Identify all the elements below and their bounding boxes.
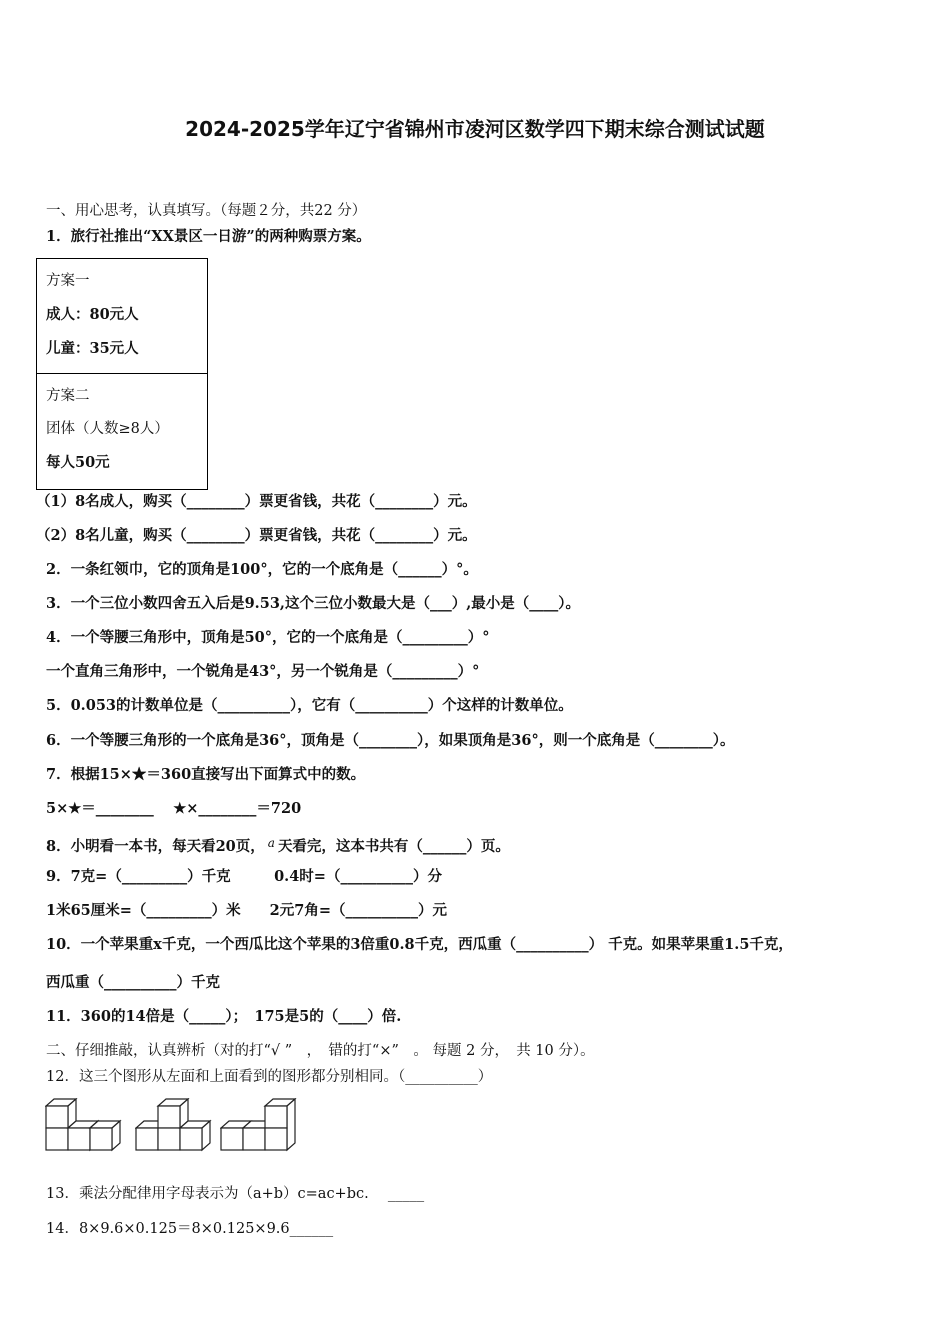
plan-2-group: 团体（人数≥8人） [46, 421, 169, 437]
question-12: 12．这三个图形从左面和上面看到的图形都分别相同。（__________） [46, 1069, 493, 1085]
question-2: 2．一条红领巾，它的顶角是100°，它的一个底角是（______）°。 [46, 561, 478, 578]
question-8-suffix: 天看完，这本书共有（______）页。 [277, 838, 510, 855]
question-5: 5．0.053的计数单位是（__________），它有（__________）个这样的计数单位。 [46, 697, 573, 714]
ticket-plan-table [36, 258, 208, 490]
plan-1-name: 方案一 [46, 273, 90, 289]
plan-1-child: 儿童：35元人 [46, 340, 139, 357]
question-1-part-2: （2）8名儿童，购买（________）票更省钱，共花（________）元。 [36, 527, 477, 544]
question-3: 3．一个三位小数四舍五入后是9.53,这个三位小数最大是（___）,最小是（____）。 [46, 595, 580, 612]
section-1-heading: 一、用心思考，认真填写。（每题２分，共22 分） [46, 203, 367, 219]
page-title: 2024-2025学年辽宁省锦州市凌河区数学四下期末综合测试试题 [185, 117, 765, 141]
question-7-expressions: 5×★＝________ ★×________＝720 [46, 800, 302, 817]
question-4b: 一个直角三角形中，一个锐角是43°，另一个锐角是（_________）° [46, 663, 480, 680]
question-8-variable: a [267, 836, 275, 850]
question-11: 11．360的14倍是（_____）； 175是5的（____）倍. [46, 1008, 402, 1025]
cube-figure-1 [45, 1098, 123, 1154]
section-2-heading: 二、仔细推敲，认真辨析（对的打“√ ” ， 错的打“×” 。 每题 2 分， 共 10 分）。 [46, 1043, 595, 1059]
question-13: 13．乘法分配律用字母表示为（a+b）c=ac+bc. _____ [46, 1186, 425, 1202]
question-10b: 西瓜重（__________）千克 [46, 974, 220, 991]
question-1-part-1: （1）8名成人，购买（________）票更省钱，共花（________）元。 [36, 493, 477, 510]
question-14: 14．8×9.6×0.125＝8×0.125×9.6______ [46, 1221, 334, 1237]
question-4a: 4．一个等腰三角形中，顶角是50°，它的一个底角是（_________）° [46, 629, 490, 646]
question-9b: 1米65厘米=（_________）米 2元7角=（__________）元 [46, 902, 447, 919]
question-10a: 10．一个苹果重x千克，一个西瓜比这个苹果的3倍重0.8千克，西瓜重（__________） 千克。如果苹果重1.5千克， [46, 936, 793, 953]
question-9a: 9．7克=（_________）千克 0.4时=（__________）分 [46, 868, 442, 885]
question-6: 6．一个等腰三角形的一个底角是36°，顶角是（________），如果顶角是36°，则一个底角是（________）。 [46, 732, 735, 749]
cube-figure-2 [135, 1098, 213, 1154]
plan-2-price: 每人50元 [46, 454, 110, 471]
plan-1-adult: 成人：80元人 [46, 306, 139, 323]
cube-figure-3 [220, 1098, 298, 1154]
question-8 [46, 834, 510, 856]
question-7: 7．根据15×★＝360直接写出下面算式中的数。 [46, 766, 366, 783]
plan-2-name: 方案二 [46, 388, 90, 404]
question-8-prefix: 8．小明看一本书，每天看20页， [46, 838, 265, 855]
question-1: 1．旅行社推出“XX景区一日游”的两种购票方案。 [46, 228, 371, 245]
plan-divider [37, 373, 207, 374]
